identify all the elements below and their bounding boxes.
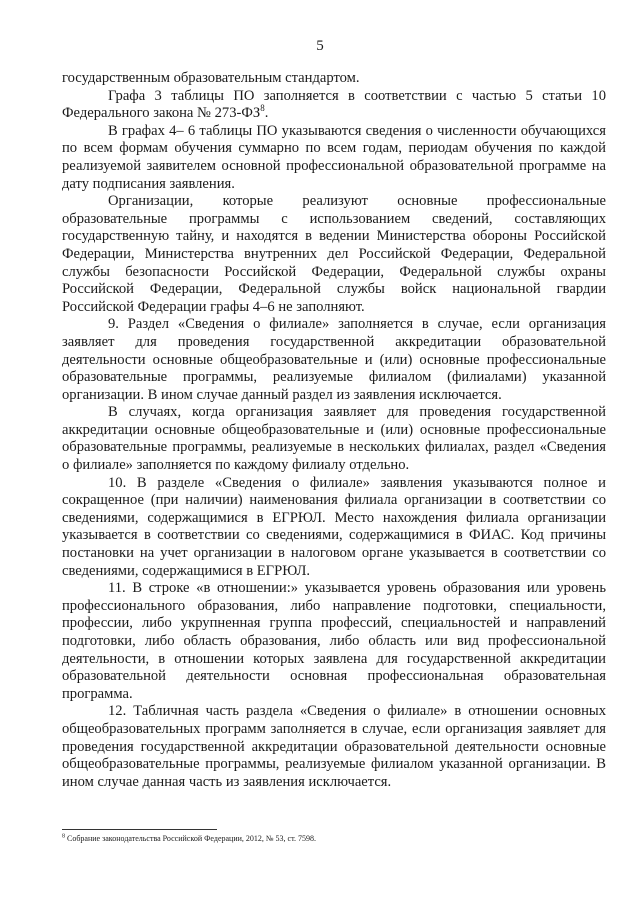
paragraph: 11. В строке «в отношении:» указывается уровень образования или уровень профессионального образования, либо направление подготовки, специальности, профессии, либо укрупненная группа профессий, специальностей и направлений подготовки, либо область образования, либо область или вид профессиональной деятельности, в отношении которых заявлена для государственной аккредитации образовательной деятельности основная профессиональная образовательная программа. bbox=[62, 580, 606, 702]
paragraph: государственным образовательным стандартом. bbox=[62, 70, 360, 86]
footnote-divider bbox=[62, 829, 217, 830]
paragraph: 12. Табличная часть раздела «Сведения о филиале» в отношении основных общеобразовательных программ заполняется в случае, если организация заявляет для проведения государственной аккредитации образовательной деятельности основные общеобразовательные программы, реализуемые филиалом указанной организации. В ином случае данная часть из заявления исключается. bbox=[62, 703, 606, 790]
paragraph: Организации, которые реализуют основные профессиональные образовательные программы с использованием сведений, составляющих государственную тайну, и находятся в ведении Министерства обороны Российской Федерации, Министерства внутренних дел Российской Федерации, Федеральной службы безопасности Российской Федерации, Федеральной службы охраны Российской Федерации, Федеральной службы войск национальной гвардии Российской Федерации графы 4–6 не заполняют. bbox=[62, 193, 606, 315]
footnote bbox=[62, 834, 602, 844]
paragraph: 10. В разделе «Сведения о филиале» заявления указываются полное и сокращенное (при наличии) наименования филиала организации в соответствии со сведениями, содержащимися в ЕГРЮЛ. Место нахождения филиала организации указывается в соответствии со сведениями, содержащимися в ФИАС. Код причины постановки на учет организации в налоговом органе указывается в соответствии со сведениями, содержащимися в ЕГРЮЛ. bbox=[62, 474, 606, 579]
paragraph: В графах 4– 6 таблицы ПО указываются сведения о численности обучающихся по всем формам обучения суммарно по всем годам, периодам обучения по каждой реализуемой заявителем основной профессиональной образовательной программе на дату подписания заявления. bbox=[62, 122, 606, 192]
paragraph-end: . bbox=[264, 105, 269, 122]
paragraph bbox=[62, 88, 606, 123]
paragraph-text: Графа 3 таблицы ПО заполняется в соответствии с частью 5 статьи 10 Федерального закона № 273-ФЗ bbox=[62, 87, 606, 122]
page-number: 5 bbox=[316, 38, 324, 54]
footnote-text: Собрание законодательства Российской Федерации, 2012, № 53, ст. 7598. bbox=[67, 834, 316, 843]
footnote-marker: 8 bbox=[62, 833, 65, 840]
paragraph: 9. Раздел «Сведения о филиале» заполняется в случае, если организация заявляет для проведения государственной аккредитации образовательной деятельности основные общеобразовательные и (или) основные профессиональные образовательные программы, реализуемые филиалом (филиалами) указанной организации. В ином случае данный раздел из заявления исключается. bbox=[62, 316, 606, 403]
paragraph: В случаях, когда организация заявляет для проведения государственной аккредитации основные общеобразовательные и (или) основные профессиональные образовательные программы, реализуемые в нескольких филиалах, раздел «Сведения о филиале» заполняется по каждому филиалу отдельно. bbox=[62, 404, 606, 474]
footnote-reference: 8 bbox=[260, 103, 265, 114]
document-body bbox=[62, 70, 606, 791]
